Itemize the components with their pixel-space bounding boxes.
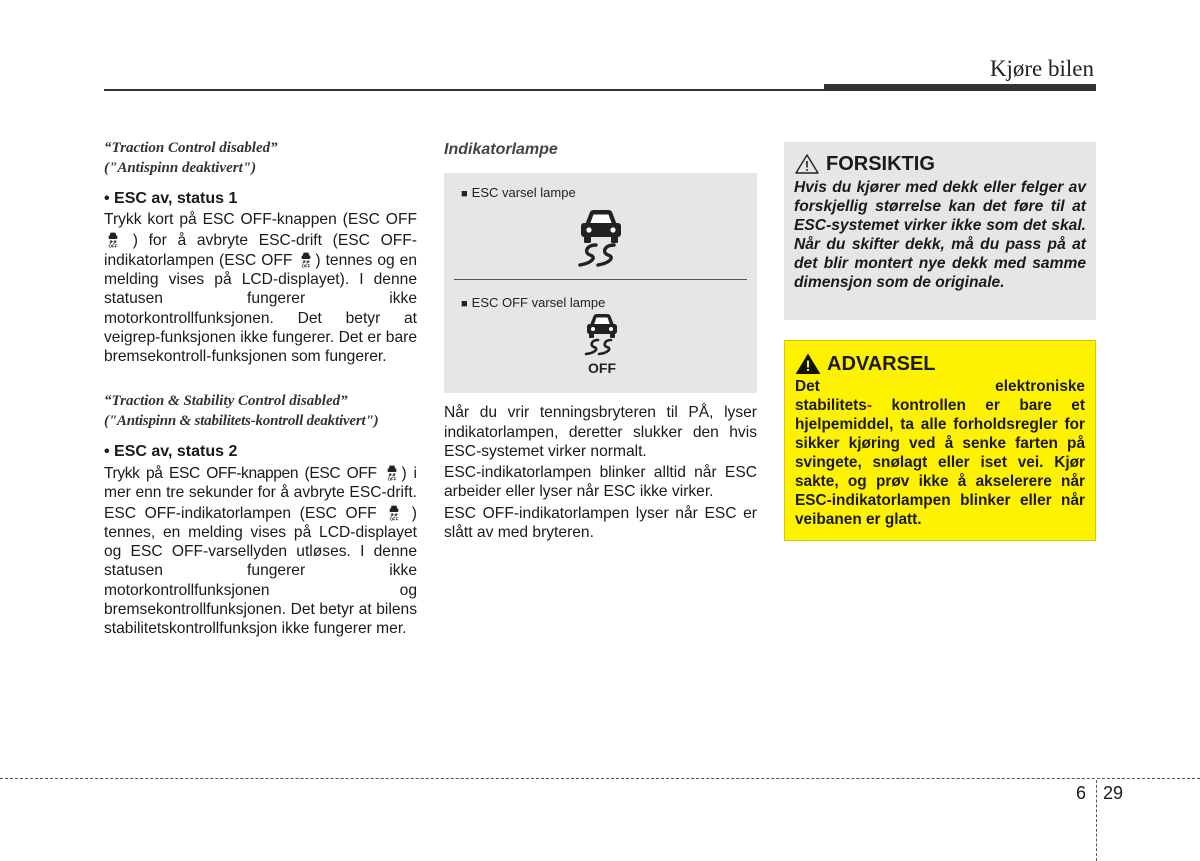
warning-body: Det elektroniske stabilitets- kontrollen er bare et hjelpemiddel, ta alle forholdsregler for sikker kjøring ved å senke farten på svingete, snølagt eller iset vei. Kjør sakte, og prøv ikke å akselerere når ESC-indikatorlampen blinker eller når veibanen er glatt.: [795, 378, 1085, 528]
caution-triangle-icon: [794, 153, 820, 175]
svg-text:OFF: OFF: [302, 263, 311, 268]
paragraph-esc-status-2: Trykk på ESC OFF-knappen (ESC OFF OFF ) i mer enn tre sekunder for å avbryte ESC-drift. ESC OFF-indikatorlampen (ESC OFF OFF ) tennes, en melding vises på LCD-displayet og ESC OFF-varsellyden utløses. I denne statusen fungerer ikke motorkontrollfunksjonen og bremsekontrollfunksjonen. Det betyr at bilens stabilitetskontrollfunksjon ikke fungerer mer.: [104, 464, 417, 638]
chapter-number: 6: [1076, 783, 1087, 803]
bullet-esc-status-2: • ESC av, status 2: [104, 442, 238, 460]
warning-box: [784, 340, 1096, 541]
esc-off-indicator-icon: [580, 311, 624, 377]
column-middle: [444, 138, 757, 542]
svg-text:OFF: OFF: [388, 476, 397, 481]
footer-rule: [0, 778, 1200, 779]
lamp-off-text: OFF: [588, 360, 616, 377]
section-heading-1-line2: ("Antispinn deaktivert"): [104, 160, 257, 176]
indicator-paragraph-2: ESC-indikatorlampen blinker alltid når ESC arbeider eller lyser når ESC ikke virker.: [444, 464, 757, 501]
warning-title: ADVARSEL: [795, 352, 1085, 376]
column-left: [104, 138, 417, 639]
section-heading-2: [104, 391, 417, 431]
caution-title: FORSIKTIG: [794, 152, 1086, 176]
esc-off-indicator-icon: [299, 250, 313, 268]
esc-off-indicator-icon: [387, 503, 401, 521]
section-heading-1: [104, 138, 417, 178]
esc-off-indicator-icon: [385, 463, 399, 481]
bullet-esc-status-1: • ESC av, status 1: [104, 190, 238, 207]
page-number: 29: [1103, 783, 1124, 803]
section-heading-1-line1: “Traction Control disabled”: [104, 140, 278, 156]
esc-indicator-icon: [572, 205, 630, 269]
section-heading-2-line2: ("Antispinn & stabilitets-kontroll deaktivert"): [104, 412, 379, 429]
caution-body: Hvis du kjører med dekk eller felger av forskjellig størrelse kan det føre til at ESC-systemet virker ikke som det skal. Når du skifter dekk, må du pass på at det blir montert nye dekk med samme dimensjon som de originale.: [794, 179, 1086, 291]
indicator-heading: Indikatorlampe: [444, 141, 558, 158]
indicator-paragraph-3: ESC OFF-indikatorlampen lyser når ESC er slått av med bryteren.: [444, 504, 757, 542]
paragraph-esc-status-1: Trykk kort på ESC OFF-knappen (ESC OFF OFF ) for å avbryte ESC-drift (ESC OFF-indikatorlampen (ESC OFF OFF ) tennes og en melding vises på LCD-displayet). I denne statusen fungerer ikke motorkontrollfunksjonen. Det betyr at veigrep-funksjonen ikke fungerer. Det er bare bremsekontroll-funksjonen som fungerer.: [104, 211, 418, 366]
esc-lamp-label: ■ ESC varsel lampe: [461, 185, 576, 201]
svg-text:OFF: OFF: [108, 243, 118, 248]
indicator-divider: [454, 279, 747, 280]
warning-triangle-icon: [795, 353, 821, 375]
footer-vertical-rule: [1096, 780, 1097, 861]
esc-off-indicator-icon: [106, 230, 120, 248]
indicator-lamp-panel: [444, 173, 757, 393]
svg-text:OFF: OFF: [389, 516, 399, 521]
section-heading-2-line1: “Traction & Stability Control disabled”: [104, 392, 348, 409]
esc-off-lamp-label: ■ ESC OFF varsel lampe: [461, 295, 606, 311]
chapter-title: Kjøre bilen: [989, 56, 1094, 81]
header-rule-accent: [824, 84, 1096, 90]
indicator-paragraph-1: Når du vrir tenningsbryteren til PÅ, lyser indikatorlampen, deretter slukker den hvis ESC-systemet virker normalt.: [444, 404, 757, 460]
caution-box: [784, 142, 1096, 320]
